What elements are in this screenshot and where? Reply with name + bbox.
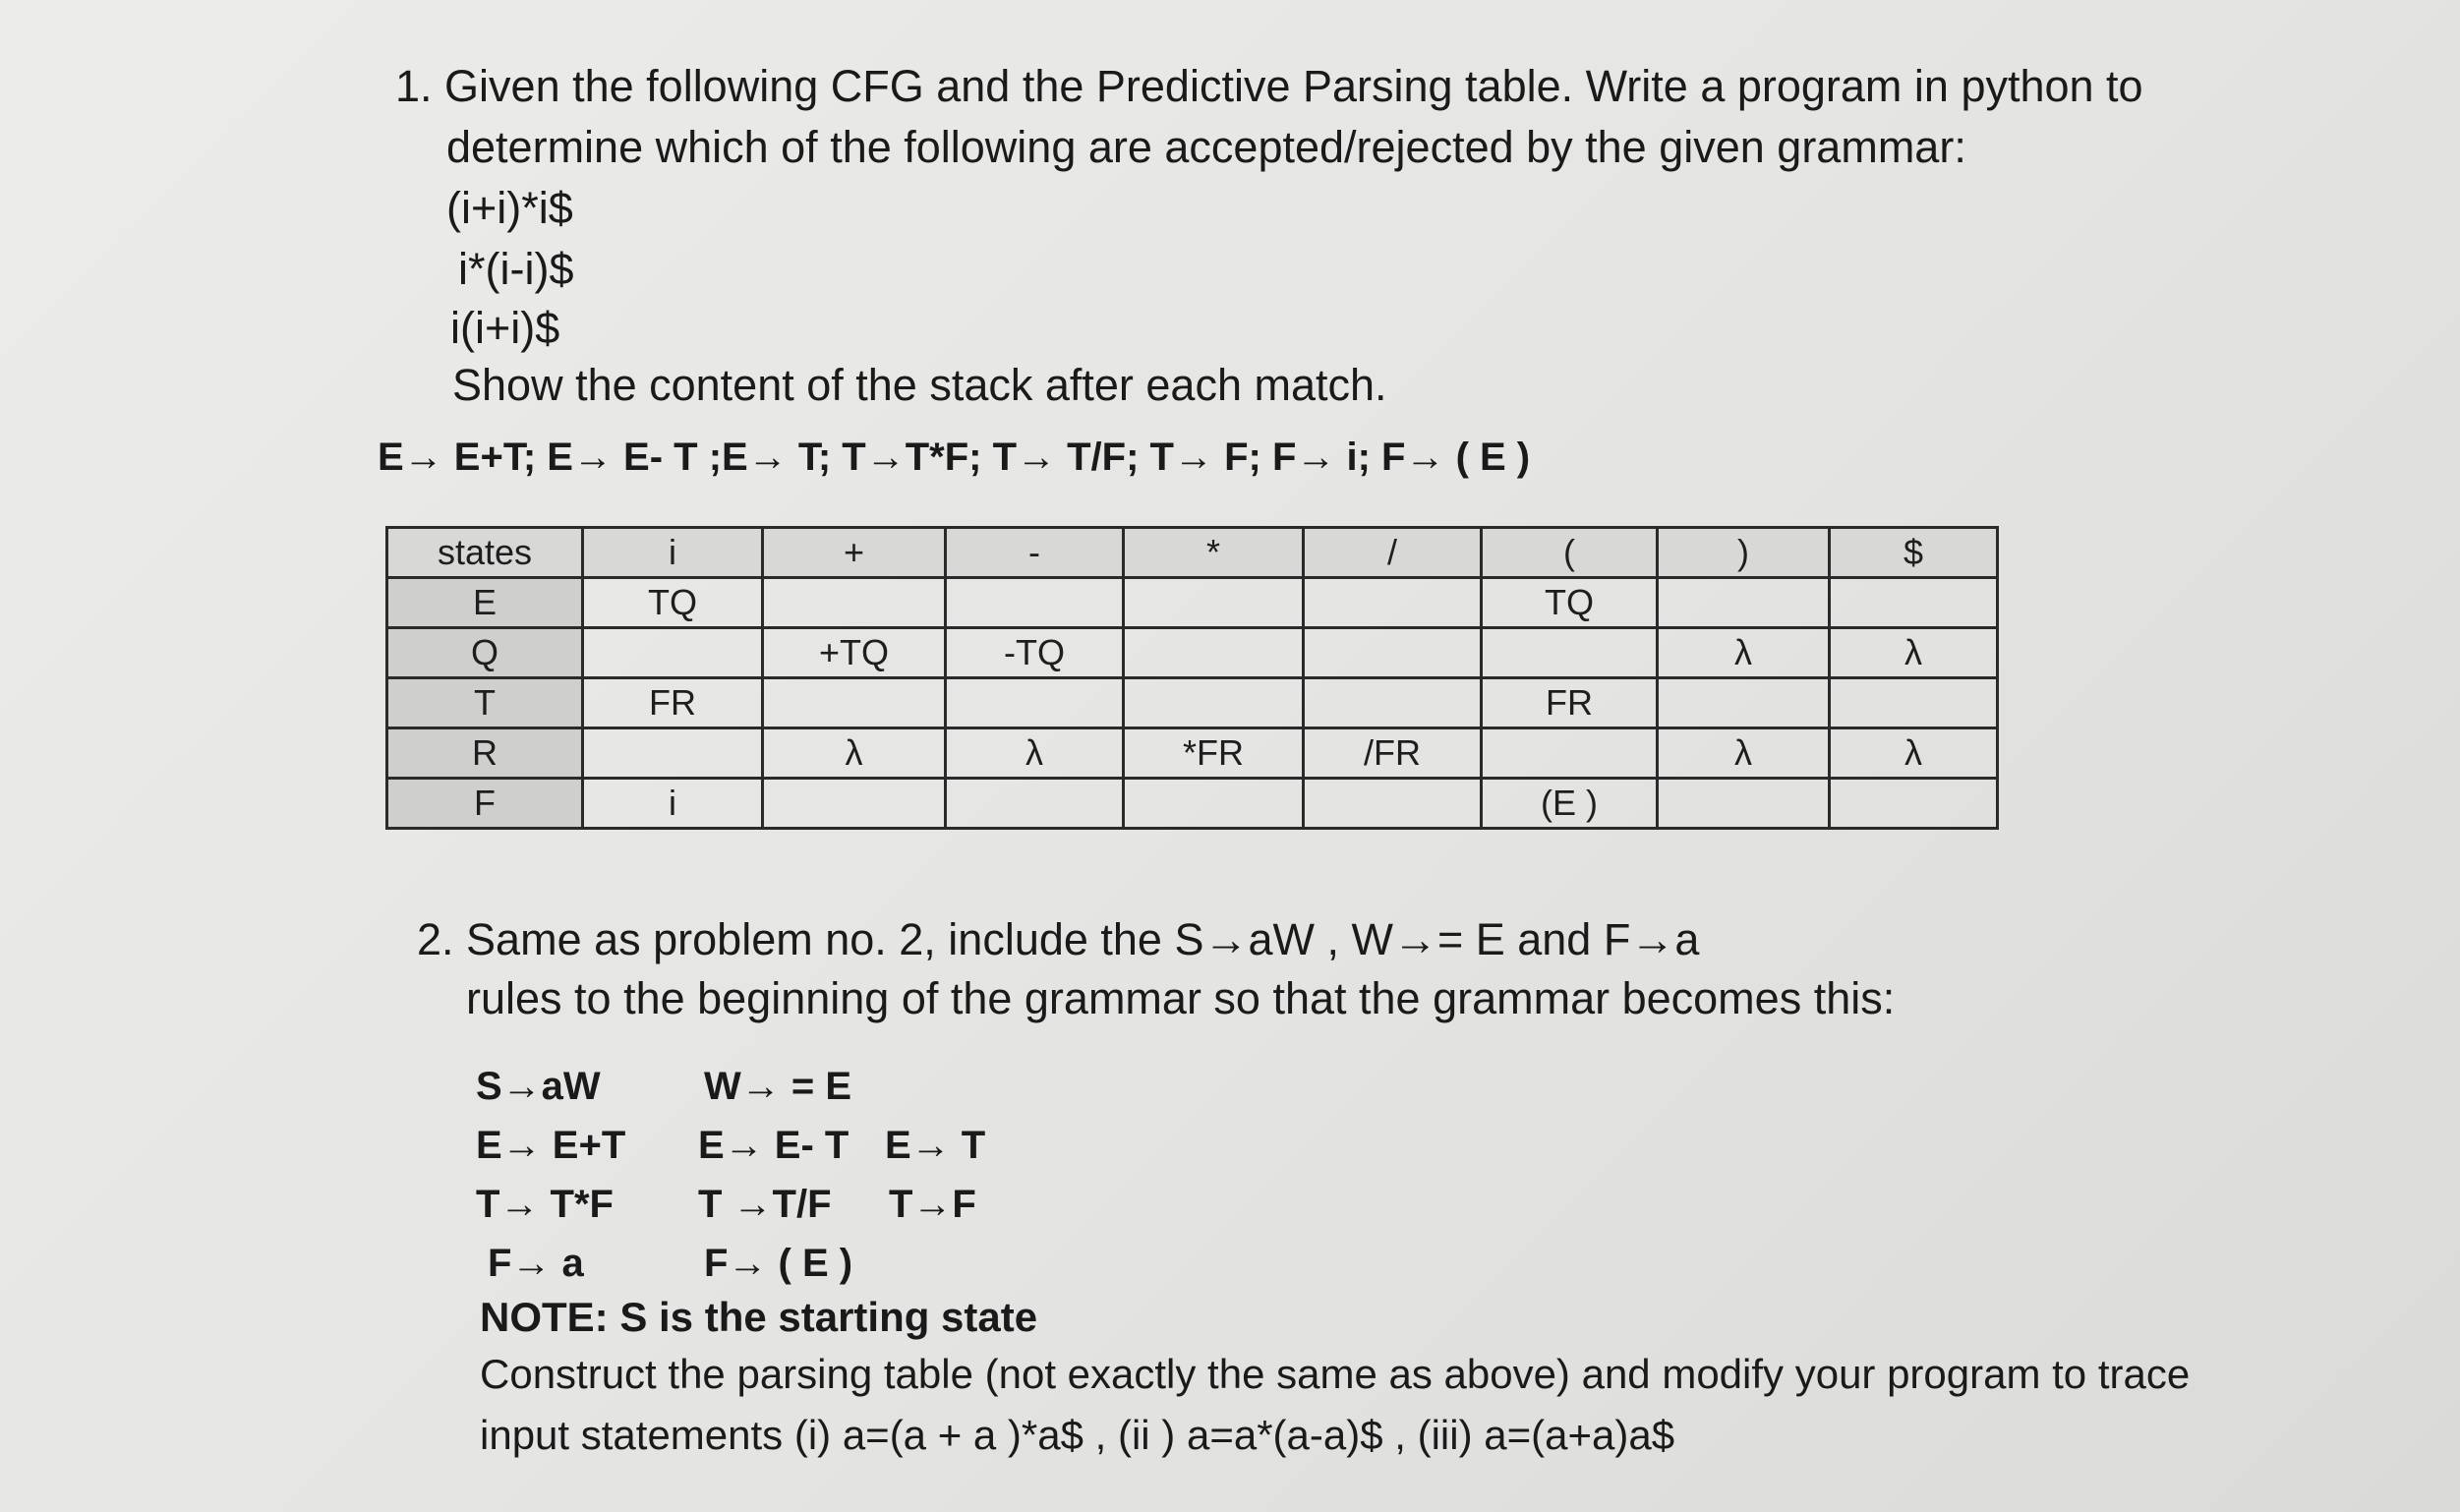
table-cell: +TQ	[763, 628, 946, 678]
rule-t-t-star-f: T→ T*F	[476, 1183, 614, 1226]
parsing-table	[385, 526, 1999, 830]
table-cell	[1830, 578, 1998, 628]
table-header-row	[387, 528, 1998, 578]
header-rparen: )	[1658, 528, 1830, 578]
problem1-line2: determine which of the following are accepted/rejected by the given grammar:	[446, 122, 1966, 172]
problem2-number: 2.	[417, 914, 454, 964]
table-cell: TQ	[583, 578, 763, 628]
table-cell	[1304, 628, 1482, 678]
table-cell: i	[583, 779, 763, 829]
table-cell: λ	[1658, 628, 1830, 678]
header-slash: /	[1304, 528, 1482, 578]
input-string-1: (i+i)*i$	[446, 183, 573, 233]
table-cell: -TQ	[946, 628, 1124, 678]
header-states: states	[387, 528, 583, 578]
table-cell: λ	[946, 728, 1124, 779]
rule-t-t-slash-f: T →T/F	[698, 1183, 832, 1226]
table-cell	[1124, 628, 1304, 678]
table-cell: (E )	[1482, 779, 1658, 829]
row-state: T	[387, 678, 583, 728]
problem1-number: 1.	[395, 61, 433, 111]
problem1-line1	[395, 59, 2143, 114]
problem2-text: Same as problem no. 2, include the S→aW , W→= E and F→a	[466, 914, 1700, 964]
rule-t-f: T→F	[889, 1183, 976, 1226]
rule-f-a: F→ a	[488, 1242, 584, 1285]
input-string-3: i(i+i)$	[450, 303, 560, 353]
table-cell	[946, 678, 1124, 728]
rule-e-e-minus-t: E→ E- T	[698, 1124, 849, 1167]
header-plus: +	[763, 528, 946, 578]
rule-e-t: E→ T	[885, 1124, 986, 1167]
row-state: R	[387, 728, 583, 779]
table-row	[387, 728, 1998, 779]
table-cell	[763, 779, 946, 829]
table-cell	[1658, 779, 1830, 829]
table-cell	[1658, 678, 1830, 728]
row-state: E	[387, 578, 583, 628]
table-cell	[1304, 678, 1482, 728]
table-cell	[1658, 578, 1830, 628]
rule-s-aw: S→aW	[476, 1065, 601, 1108]
row-state: F	[387, 779, 583, 829]
row-state: Q	[387, 628, 583, 678]
header-minus: -	[946, 528, 1124, 578]
header-star: *	[1124, 528, 1304, 578]
table-cell	[946, 578, 1124, 628]
problem1-text: Given the following CFG and the Predictive Parsing table. Write a program in python to	[444, 61, 2143, 111]
table-cell: /FR	[1304, 728, 1482, 779]
table-cell	[1124, 779, 1304, 829]
problem2-line2: rules to the beginning of the grammar so that the grammar becomes this:	[466, 973, 1896, 1023]
table-cell	[763, 578, 946, 628]
table-cell	[1124, 578, 1304, 628]
rule-w-e: W→ = E	[704, 1065, 852, 1108]
table-cell: λ	[1830, 728, 1998, 779]
table-cell	[1304, 779, 1482, 829]
table-cell: TQ	[1482, 578, 1658, 628]
table-cell	[1124, 678, 1304, 728]
header-dollar: $	[1830, 528, 1998, 578]
problem2-line1	[417, 912, 1699, 967]
table-cell	[583, 728, 763, 779]
header-i: i	[583, 528, 763, 578]
table-row	[387, 779, 1998, 829]
header-lparen: (	[1482, 528, 1658, 578]
table-cell: FR	[1482, 678, 1658, 728]
table-cell	[763, 678, 946, 728]
grammar-rules: E→ E+T; E→ E- T ;E→ T; T→T*F; T→ T/F; T→ F; F→ i; F→ ( E )	[378, 436, 1531, 479]
table-cell	[1830, 678, 1998, 728]
table-cell	[1482, 628, 1658, 678]
table-row	[387, 628, 1998, 678]
table-cell	[1482, 728, 1658, 779]
table-cell: λ	[763, 728, 946, 779]
table-cell	[1304, 578, 1482, 628]
table-cell	[583, 628, 763, 678]
input-string-2: i*(i-i)$	[458, 244, 574, 294]
table-cell: λ	[1658, 728, 1830, 779]
starting-state-note: NOTE: S is the starting state	[480, 1294, 1038, 1340]
table-cell	[1830, 779, 1998, 829]
construct-line2: input statements (i) a=(a + a )*a$ , (ii ) a=a*(a-a)$ , (iii) a=(a+a)a$	[480, 1412, 1675, 1458]
table-cell: *FR	[1124, 728, 1304, 779]
construct-line1: Construct the parsing table (not exactly the same as above) and modify your program to trace	[480, 1351, 2191, 1397]
table-row	[387, 578, 1998, 628]
rule-e-e-plus-t: E→ E+T	[476, 1124, 626, 1167]
table-cell: λ	[1830, 628, 1998, 678]
table-row	[387, 678, 1998, 728]
show-stack-instruction: Show the content of the stack after each match.	[452, 360, 1387, 410]
table-cell: FR	[583, 678, 763, 728]
rule-f-paren-e: F→ ( E )	[704, 1242, 853, 1285]
table-cell	[946, 779, 1124, 829]
